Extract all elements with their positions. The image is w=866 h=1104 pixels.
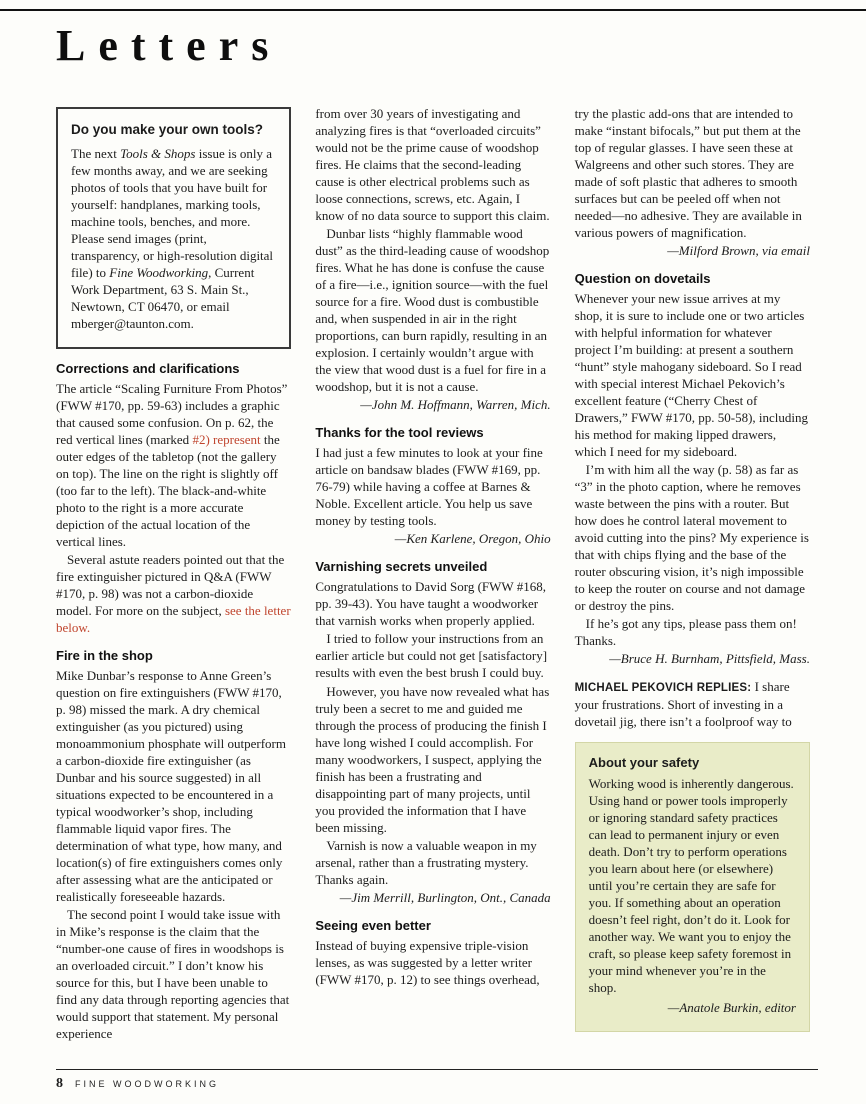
section-heading-fire: Fire in the shop: [56, 648, 153, 664]
letter-signature-hoffmann: —John M. Hoffmann, Warren, Mich.: [360, 397, 551, 413]
section-heading-varnishing: Varnishing secrets unveiled: [315, 559, 488, 575]
tools-box-text: , Current Work Department, 63 S. Main St., Newtown, CT 06470, or email mberger@taunton.com.: [71, 264, 255, 331]
varnishing-paragraph-1: Congratulations to David Sorg (FWW #168, pp. 39-43). You have taught a woodworker that varnish works when properly applied.: [315, 579, 546, 629]
tools-box-italic-title: Tools & Shops: [120, 145, 196, 161]
letter-signature-karlene: —Ken Karlene, Oregon, Ohio: [394, 531, 551, 547]
varnishing-paragraph-4: Varnish is now a valuable weapon in my arsenal, rather than a frustrating mystery. Thanks again.: [315, 837, 537, 887]
fire-paragraph-2: The second point I would take issue with in Mike’s response is the claim that the “number-one cause of fires in woodshops is an overloaded circuit.” I don’t know his source for this, but I have been unable to find any data through reporting agencies that would support that statement. My personal experience: [56, 907, 290, 1042]
page-footer: [56, 1069, 818, 1092]
dovetails-paragraph-3: If he’s got any tips, please pass them on! Thanks.: [574, 616, 797, 649]
dovetails-paragraph-2: I’m with him all the way (p. 58) as far as “3” in the photo caption, where he removes waste between the pins with a router. But how does he control lateral movement to avoid cutting into the pins? My experience is that with chips flying and the base of the router obscuring vision, it’s nigh impossible to keep the router on course and not damage or destroy the pins.: [574, 462, 809, 614]
tools-box-text: issue is only a few months away, and we are seeking photos of tools that you have built for yourself: handplanes, marking tools, machine tools, benches, and more. Please send images (print, transparency, or high-resolution digital file) to: [71, 145, 274, 280]
column-1: [56, 105, 291, 1077]
corrections-text: Several astute readers pointed out that the fire extinguisher pictured in Q&A (FWW #170, p. 98) was not a carbon-dioxide model. For more on the subject,: [56, 552, 285, 619]
magazine-name: FINE WOODWORKING: [75, 1079, 219, 1089]
seeing-paragraph-1: Instead of buying expensive triple-vision lenses, as was suggested by a letter writer (FWW #170, p. 12) to see things overhead,: [315, 937, 540, 987]
section-heading-seeing: Seeing even better: [315, 917, 431, 933]
three-column-layout: [56, 105, 810, 1077]
dovetails-paragraph-1: Whenever your new issue arrives at my shop, it is sure to include one or two articles with helpful information for whatever project I’m building: at present a southern “hunt” style mahogany sideboard. So I read with special interest Michael Pekovich’s excellent feature (“Cherry Chest of Drawers,” FWW #170, pp. 50-58), including his method for making lipped drawers, which I need for my sideboard.: [574, 291, 809, 460]
section-heading-corrections: Corrections and clarifications: [56, 360, 240, 376]
page-title: Letters: [56, 21, 282, 70]
letter-signature-merrill: —Jim Merrill, Burlington, Ont., Canada: [339, 889, 551, 905]
tools-box-italic-magazine: Fine Woodworking: [109, 264, 209, 280]
fire-paragraph-3: from over 30 years of investigating and analyzing fires is that “overloaded circuits” would not be the prime cause of woodshop fires. He claims that the second-leading cause is other electrical problems such as loose connections, screws, etc. Again, I know of no data source to support this claim.: [315, 106, 550, 224]
letter-signature-burnham: —Bruce H. Burnham, Pittsfield, Mass.: [609, 651, 810, 667]
section-heading-dovetails: Question on dovetails: [574, 271, 711, 287]
corrections-paragraph-1: [56, 380, 291, 550]
top-rule: [0, 9, 866, 11]
section-heading-tool-reviews: Thanks for the tool reviews: [315, 425, 484, 441]
tools-box-heading: Do you make your own tools?: [71, 122, 264, 137]
corrections-red-text: see the letter below.: [56, 603, 291, 636]
editor-reply-lead: MICHAEL PEKOVICH REPLIES:: [574, 681, 752, 694]
safety-notice-box: [575, 742, 810, 1032]
editor-reply-text: I share your frustrations. Short of investing in a dovetail jig, there isn’t a foolproof way to: [574, 678, 792, 729]
tools-callout-box: [56, 107, 291, 349]
tools-box-body: [71, 145, 276, 332]
corrections-red-text: #2) represent: [192, 431, 261, 447]
editor-reply: [575, 678, 810, 730]
corrections-text: The article “Scaling Furniture From Photos” (FWW #170, pp. 59-63) includes a graphic that caused some confusion. On p. 62, the red vertical lines (marked: [56, 380, 288, 447]
seeing-paragraph-2: try the plastic add-ons that are intended to make “instant bifocals,” but put them at the top of regular glasses. I have seen these at Walgreens and other such stores. They are made of soft plastic that adheres to smooth surfaces but can be peeled off when not needed—no adhesive. They are available in various powers of magnification.: [574, 106, 802, 241]
corrections-text: the outer edges of the tabletop (not the gallery on top). The line on the right is slightly off (too far to the left). The black-and-white photo to the right is a more accurate depiction of the actual location of the vertical lines.: [56, 431, 280, 549]
tool-reviews-paragraph: I had just a few minutes to look at your fine article on bandsaw blades (FWW #169, pp. 76-79) while having a coffee at Barnes & Noble. Excellent article. You help us save money by testing tools.: [315, 445, 543, 529]
safety-box-body: Working wood is inherently dangerous. Using hand or power tools improperly or ignoring standard safety practices can lead to permanent injury or even death. Don’t try to perform operations you learn about here (or elsewhere) until you’re certain they are safe for you. If something about an operation doesn’t feel right, don’t do it. Look for another way. We want you to enjoy the craft, so please keep safety foremost in your mind whenever you’re in the shop.: [588, 775, 794, 995]
fire-paragraph-4: Dunbar lists “highly flammable wood dust” as the third-leading cause of woodshop fires. What he has done is confuse the cause of a fire—i.e., ignition source—with the fuel source for a fire. Wood dust is combustible and, when suspended in air in the right proportions, can burn rapidly, resulting in an explosion. I certainly wouldn’t argue with the view that wood dust is a fuel for fire in a woodshop, but it is not a cause.: [315, 226, 550, 395]
corrections-paragraph-2: [56, 551, 291, 636]
varnishing-paragraph-3: However, you have now revealed what has truly been a secret to me and guided me through the process of producing the finish I have long wished I could accomplish. For many woodworkers, I suspect, applying the finish has been a frustrating and disappointing part of many projects, until you provided the information that I have been missing.: [315, 683, 550, 835]
varnishing-paragraph-2: I tried to follow your instructions from an earlier article but could not get [satisfactory] results with even the best brush I could buy.: [315, 631, 548, 681]
fire-paragraph-1: Mike Dunbar’s response to Anne Green’s question on fire extinguishers (FWW #170, p. 98) missed the mark. A dry chemical extinguisher (as you pictured) using monoammonium phosphate will outperform a carbon-dioxide fire extinguisher (as Dunbar and his source suggested) in all situations expected to be encountered in a typical woodworker’s shop, including flammable liquid vapor fires. The determination of what type, how many, and location(s) of fire extinguishers comes only after assessing what are the anticipated or realistically foreseeable hazards.: [56, 668, 286, 905]
safety-box-heading: About your safety: [588, 754, 700, 770]
page-number: 8: [56, 1076, 63, 1091]
safety-box-signature: —Anatole Burkin, editor: [667, 999, 796, 1015]
letter-signature-brown: —Milford Brown, via email: [667, 243, 810, 259]
tools-box-text: The next: [71, 145, 121, 161]
column-3: [575, 105, 810, 1077]
column-2: [315, 105, 550, 1077]
